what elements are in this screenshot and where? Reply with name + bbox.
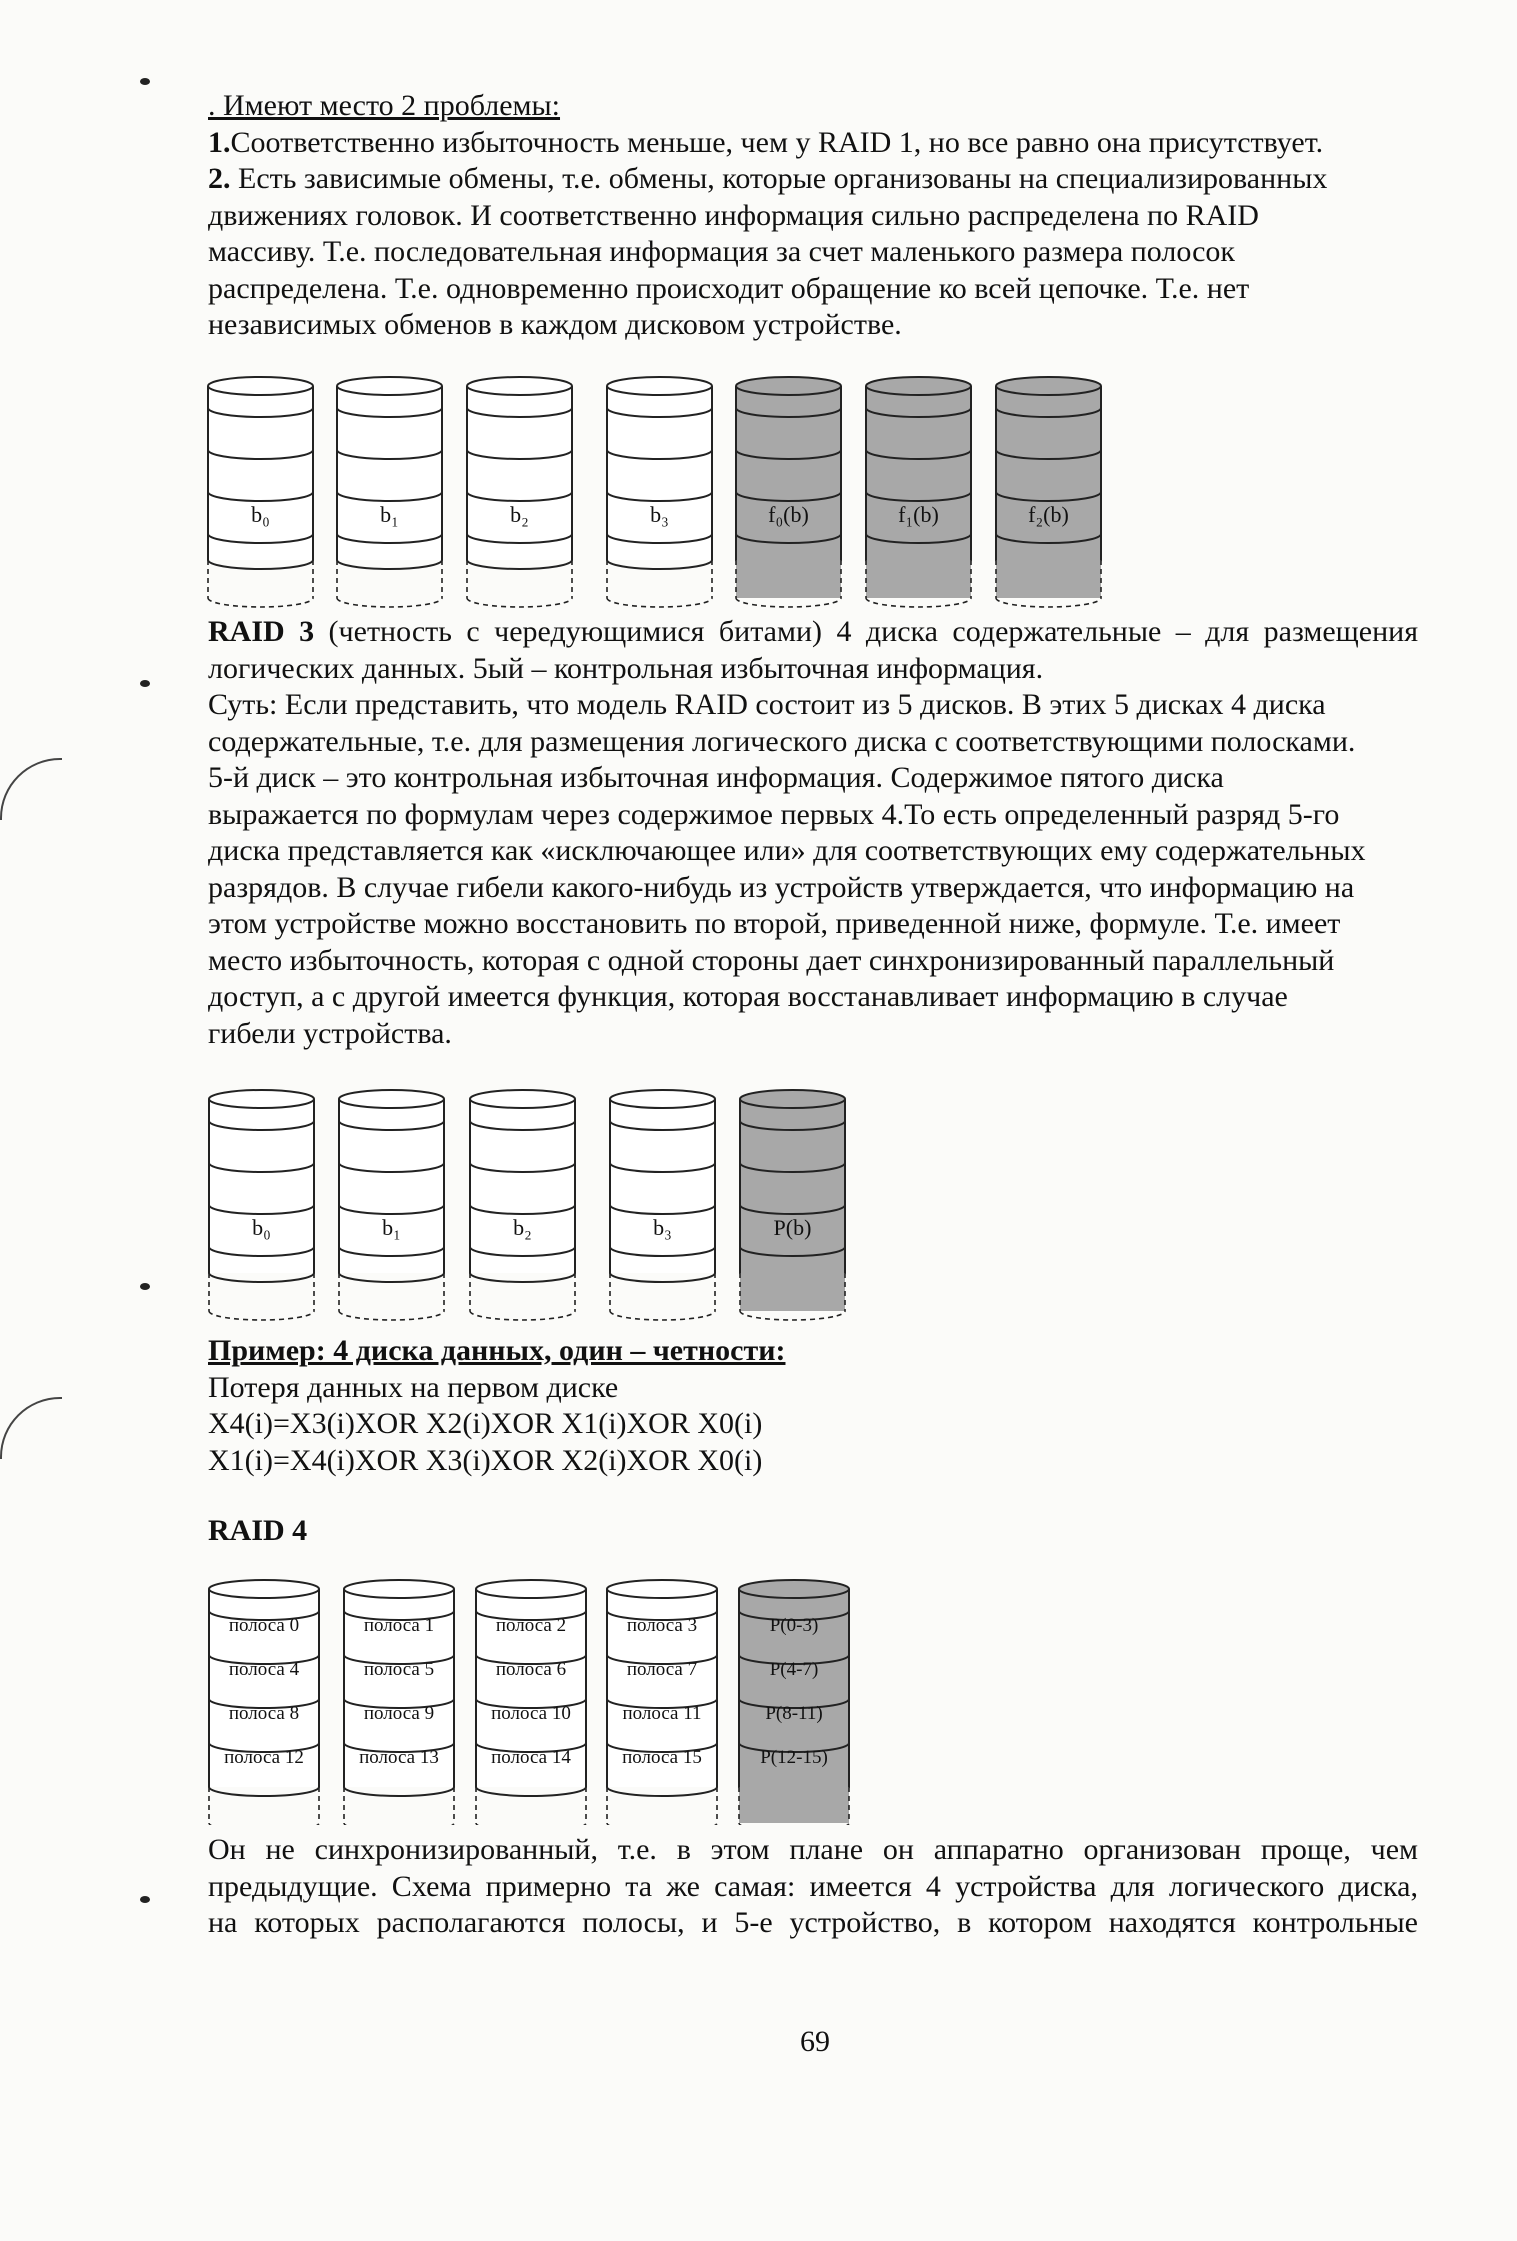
margin-arc	[0, 1397, 62, 1459]
disk-label: b₁	[380, 502, 399, 527]
parity-disk	[736, 377, 841, 607]
raid3-line: доступ, а с другой имеется функция, которая восстанавливает информацию в случае	[208, 980, 1288, 1013]
disk-label: P(b)	[773, 1215, 812, 1240]
stripe-label: P(8-11)	[765, 1703, 823, 1724]
raid4-line: предыдущие. Схема примерно та же самая: имеется 4 устройства для логического диска,	[208, 1869, 1418, 1903]
raid3-line: выражается по формулам через содержимое первых 4.То есть определенный разряд 5-го	[208, 797, 1340, 831]
problem-2	[208, 161, 1418, 198]
raid3-title: RAID 3	[208, 615, 315, 648]
disk-label: b₂	[513, 1215, 532, 1240]
disk-label: b₁	[382, 1215, 401, 1240]
disk-top	[344, 1580, 454, 1598]
problem-2-num: 2.	[208, 162, 231, 195]
stripe-label: полоса 12	[224, 1747, 304, 1768]
disk-top	[740, 1090, 845, 1108]
disk-top	[209, 1090, 314, 1108]
problem-1-num: 1.	[208, 125, 231, 159]
stripe-label: полоса 2	[495, 1615, 567, 1636]
raid3-title-line	[208, 614, 1418, 651]
page-number: 69	[800, 2025, 830, 2058]
disk-top	[866, 377, 971, 395]
problem-2-line: массиву. Т.е. последовательная информация за счет маленького размера полосок	[208, 235, 1235, 268]
raid3-line: этом устройстве можно восстановить по второй, приведенной ниже, формуле. Т.е. имеет	[208, 907, 1341, 940]
disk-label: f₀(b)	[768, 502, 809, 527]
stripe-label: полоса 6	[495, 1659, 567, 1680]
stripe-label: полоса 1	[363, 1615, 435, 1636]
disk-label: f₁(b)	[898, 502, 939, 527]
disk-label: b₀	[251, 502, 270, 527]
disk-label: f₂(b)	[1028, 502, 1069, 527]
margin-dot	[140, 680, 150, 687]
stripe-label: P(4-7)	[769, 1659, 819, 1680]
data-disk	[209, 1580, 319, 1825]
margin-arc	[0, 758, 62, 820]
data-disk	[339, 1090, 444, 1320]
disk-top	[607, 1580, 717, 1598]
disk-top	[739, 1580, 849, 1598]
problem-2-line: движениях головок. И соответственно информация сильно распределена по RAID	[208, 198, 1259, 232]
stripe-label: полоса 14	[491, 1747, 571, 1768]
raid3-line: 5-й диск – это контрольная избыточная информация. Содержимое пятого диска	[208, 761, 1224, 794]
raid4-heading-block	[208, 1513, 1418, 1550]
margin-dot	[140, 1896, 150, 1903]
disk-label: b₂	[510, 502, 529, 527]
data-disk	[467, 377, 572, 607]
problem-1-text: Соответственно избыточность меньше, чем у RAID 1, но все равно она присутствует.	[230, 125, 1324, 159]
raid3-line: содержательные, т.е. для размещения логического диска с соответствующими полосками.	[208, 724, 1356, 758]
disk-top	[337, 377, 442, 395]
disk-top	[610, 1090, 715, 1108]
disk-label: b₀	[252, 1215, 271, 1240]
disk-top	[476, 1580, 586, 1598]
stripe-label: полоса 9	[363, 1703, 435, 1724]
stripe-label: P(0-3)	[769, 1615, 819, 1636]
raid3-line: гибели устройства.	[208, 1016, 452, 1050]
margin-dot	[140, 78, 150, 85]
data-disk	[209, 1090, 314, 1320]
stripe-label: полоса 4	[228, 1659, 300, 1680]
problem-1	[208, 125, 1418, 162]
disk-top	[996, 377, 1101, 395]
data-disk	[610, 1090, 715, 1320]
stripe-label: полоса 8	[228, 1703, 300, 1724]
raid3-block	[208, 614, 1418, 1052]
data-disk	[476, 1580, 586, 1825]
data-disk	[208, 377, 313, 607]
data-disk	[344, 1580, 454, 1825]
raid3-line: разрядов. В случае гибели какого-нибудь из устройств утверждается, что информацию на	[208, 870, 1355, 904]
stripe-label: полоса 0	[228, 1615, 300, 1636]
example-title: Пример: 4 диска данных, один – четности:	[208, 1334, 786, 1367]
intro-heading: . Имеют место 2 проблемы:	[208, 89, 561, 122]
stripe-label: полоса 10	[491, 1703, 571, 1724]
stripe-label: полоса 5	[363, 1659, 435, 1680]
raid3-line: диска представляется как «исключающее или» для соответствующих ему содержательных	[208, 834, 1366, 867]
parity-disk	[740, 1090, 845, 1320]
problem-2-line: Есть зависимые обмены, т.е. обмены, которые организованы на специализированных	[238, 162, 1328, 195]
raid3-title-rest: (четность с чередующимися битами) 4 диска содержательные – для размещения	[314, 615, 1419, 648]
data-disk	[470, 1090, 575, 1320]
disk-label: b₃	[650, 502, 669, 527]
parity-disk	[866, 377, 971, 607]
disk-top	[467, 377, 572, 395]
example-loss: Потеря данных на первом диске	[208, 1370, 619, 1404]
disk-top	[607, 377, 712, 395]
raid4-title: RAID 4	[208, 1514, 308, 1547]
example-formula-1: X4(i)=X3(i)XOR X2(i)XOR X1(i)XOR X0(i)	[208, 1407, 763, 1440]
raid4-line: на которых располагаются полосы, и 5-е устройство, в котором находятся контрольные	[208, 1906, 1418, 1939]
stripe-label: полоса 11	[622, 1703, 702, 1724]
example-formula-2: X1(i)=X4(i)XOR X3(i)XOR X2(i)XOR X0(i)	[208, 1443, 763, 1477]
stripe-label: полоса 7	[626, 1659, 698, 1680]
data-disk	[607, 1580, 717, 1825]
stripe-label: полоса 3	[626, 1615, 698, 1636]
example-block	[208, 1333, 1418, 1479]
disk-top	[339, 1090, 444, 1108]
parity-disk	[739, 1580, 849, 1825]
disk-top	[208, 377, 313, 395]
raid4-block	[208, 1832, 1418, 1942]
figure-raid-bits-diagram	[0, 372, 1517, 622]
raid3-line: логических данных. 5ый – контрольная избыточная информация.	[208, 651, 1044, 685]
raid3-line: Суть: Если представить, что модель RAID состоит из 5 дисков. В этих 5 дисках 4 диска	[208, 688, 1326, 721]
parity-disk	[996, 377, 1101, 607]
disk-top	[736, 377, 841, 395]
disk-top	[470, 1090, 575, 1108]
data-disk	[607, 377, 712, 607]
figure-raid4-diagram	[0, 1575, 1517, 1825]
disk-label: b₃	[653, 1215, 672, 1240]
stripe-label: полоса 15	[622, 1747, 702, 1768]
problem-2-line: распределена. Т.е. одновременно происходит обращение ко всей цепочке. Т.е. нет	[208, 271, 1250, 305]
stripe-label: P(12-15)	[760, 1747, 828, 1768]
problem-2-line: независимых обменов в каждом дисковом устройстве.	[208, 308, 902, 341]
figure-raid3-diagram	[0, 1085, 1517, 1335]
raid4-line: Он не синхронизированный, т.е. в этом плане он аппаратно организован проще, чем	[208, 1833, 1418, 1866]
data-disk	[337, 377, 442, 607]
intro-block	[208, 88, 1418, 344]
raid3-line: место избыточность, которая с одной стороны дает синхронизированный параллельный	[208, 943, 1335, 977]
disk-top	[209, 1580, 319, 1598]
stripe-label: полоса 13	[359, 1747, 439, 1768]
